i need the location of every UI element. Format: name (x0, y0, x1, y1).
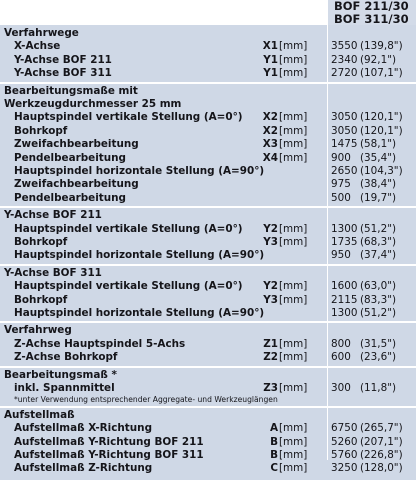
row-unit: [mm] (279, 422, 308, 435)
row-imperial: (38,4") (360, 178, 397, 191)
row-label: Z-Achse Hauptspindel 5-Achs (14, 337, 186, 350)
row-axis: Y2 (263, 280, 278, 293)
spec-row (0, 351, 416, 364)
section-title: Verfahrweg (4, 324, 72, 337)
row-axis: Z2 (263, 351, 278, 364)
row-label: Hauptspindel vertikale Stellung (A=0°) (14, 280, 243, 293)
row-axis: Y2 (263, 222, 278, 235)
spec-row (0, 178, 416, 191)
footnote-row (0, 393, 416, 406)
row-value: 3250 (331, 462, 358, 475)
spec-row (0, 165, 416, 178)
row-unit: [mm] (279, 351, 308, 364)
row-unit: [mm] (279, 293, 308, 306)
section-title: Y-Achse BOF 311 (4, 266, 102, 279)
section-title-row (0, 409, 416, 422)
row-unit: [mm] (279, 462, 308, 475)
row-label: Aufstellmaß Z-Richtung (14, 462, 153, 475)
section-title-row (0, 27, 416, 40)
section-separator (0, 82, 416, 84)
row-value: 975 (331, 178, 351, 191)
row-unit: [mm] (279, 40, 308, 53)
row-label: Zweifachbearbeitung (14, 178, 139, 191)
row-label: Hauptspindel horizontale Stellung (A=90°) (14, 249, 265, 262)
row-unit: [mm] (279, 124, 308, 137)
row-imperial: (107,1") (360, 67, 403, 80)
row-axis: X2 (262, 111, 278, 124)
row-imperial: (51,2") (360, 222, 397, 235)
row-label: inkl. Spannmittel (14, 382, 115, 394)
row-value: 3550 (331, 40, 358, 53)
row-value: 1735 (331, 236, 358, 248)
footnote: *unter Verwendung entsprechender Aggregate- und Werkzeuglängen (14, 395, 278, 405)
section-separator (0, 406, 416, 408)
row-value: 600 (331, 351, 351, 364)
row-value: 500 (331, 191, 351, 204)
row-value: 3050 (331, 124, 358, 137)
row-label: Aufstellmaß X-Richtung (14, 422, 153, 435)
row-imperial: (139,8") (360, 40, 403, 53)
spec-row (0, 223, 416, 236)
row-imperial: (58,1") (360, 138, 397, 151)
row-value: 300 (331, 382, 351, 394)
row-imperial: (120,1") (360, 111, 403, 124)
row-imperial: (31,5") (360, 337, 397, 350)
section-title-row (0, 98, 416, 111)
spec-row (0, 449, 416, 462)
row-value: 3050 (331, 111, 358, 124)
row-label: Bohrkopf (14, 124, 68, 137)
spec-row (0, 236, 416, 249)
section-title-row (0, 85, 416, 98)
row-unit: [mm] (279, 222, 308, 235)
row-axis: C (270, 462, 278, 475)
row-axis: X4 (262, 151, 278, 164)
section-title: Verfahrwege (4, 27, 79, 39)
row-imperial: (23,6") (360, 351, 397, 364)
spec-row (0, 152, 416, 165)
row-value: 1475 (331, 138, 358, 151)
row-unit: [mm] (279, 111, 308, 124)
row-axis: A (269, 422, 278, 435)
row-unit: [mm] (279, 382, 308, 394)
section-title: Werkzeugdurchmesser 25 mm (4, 98, 182, 110)
row-imperial: (92,1") (360, 53, 397, 66)
section-separator (0, 321, 416, 323)
spec-row (0, 138, 416, 151)
row-imperial: (63,0") (360, 280, 397, 293)
row-label: Pendelbearbeitung (14, 191, 126, 204)
row-label: Aufstellmaß Y-Richtung BOF 311 (14, 449, 204, 461)
row-label: Z-Achse Bohrkopf (14, 351, 118, 364)
model-column-header (328, 0, 416, 25)
section-separator (0, 264, 416, 266)
row-axis: X2 (262, 124, 278, 137)
row-unit: [mm] (279, 138, 308, 151)
row-unit: [mm] (279, 151, 308, 164)
row-value: 800 (331, 337, 351, 350)
row-label: Aufstellmaß Y-Richtung BOF 211 (14, 435, 204, 448)
row-label: Hauptspindel vertikale Stellung (A=0°) (14, 222, 243, 235)
row-imperial: (83,3") (360, 293, 397, 306)
table-header (0, 0, 416, 25)
row-imperial: (120,1") (360, 124, 403, 137)
row-imperial: (104,3") (360, 165, 403, 177)
row-value: 2650 (331, 165, 358, 177)
spec-row (0, 192, 416, 205)
row-value: 900 (331, 151, 351, 164)
row-label: X-Achse (14, 40, 61, 53)
section-title: Bearbeitungsmaße mit (4, 84, 138, 97)
spec-row (0, 249, 416, 262)
row-value: 1300 (331, 222, 358, 235)
spec-row (0, 67, 416, 80)
spec-row (0, 125, 416, 138)
row-imperial: (68,3") (360, 236, 397, 248)
row-label: Bohrkopf (14, 236, 68, 248)
row-imperial: (37,4") (360, 249, 397, 262)
spec-row (0, 307, 416, 320)
row-imperial: (11,8") (360, 382, 397, 394)
section-title-row (0, 209, 416, 222)
row-unit: [mm] (279, 280, 308, 293)
spec-row (0, 294, 416, 307)
row-unit: [mm] (279, 53, 308, 66)
row-unit: [mm] (279, 67, 308, 80)
spec-row (0, 436, 416, 449)
spec-row (0, 280, 416, 293)
section-title: Y-Achse BOF 211 (4, 209, 102, 222)
row-label: Pendelbearbeitung (14, 151, 126, 164)
row-unit: [mm] (279, 449, 308, 461)
row-label: Bohrkopf (14, 293, 68, 306)
row-value: 2115 (331, 293, 358, 306)
row-axis: B (270, 435, 278, 448)
section-title-row (0, 267, 416, 280)
spec-row (0, 422, 416, 435)
row-axis: X1 (262, 40, 278, 53)
row-value: 1300 (331, 307, 358, 319)
row-unit: [mm] (279, 435, 308, 448)
row-value: 1600 (331, 280, 358, 293)
spec-row (0, 338, 416, 351)
row-axis: Z3 (263, 382, 278, 394)
section-title-row (0, 369, 416, 382)
section-title-row (0, 324, 416, 337)
spec-row (0, 111, 416, 124)
spec-row (0, 40, 416, 53)
row-value: 2720 (331, 67, 358, 80)
row-axis: X3 (262, 138, 278, 151)
row-axis: Z1 (263, 337, 278, 350)
row-axis: B (270, 449, 278, 461)
row-label: Hauptspindel horizontale Stellung (A=90°) (14, 165, 265, 177)
row-label: Hauptspindel horizontale Stellung (A=90°) (14, 307, 265, 319)
row-label: Hauptspindel vertikale Stellung (A=0°) (14, 111, 243, 124)
row-value: 6750 (331, 422, 358, 435)
row-axis: Y1 (263, 67, 278, 80)
row-imperial: (265,7") (360, 422, 403, 435)
row-unit: [mm] (279, 236, 308, 248)
row-value: 2340 (331, 53, 358, 66)
section-title: Bearbeitungsmaß * (4, 368, 117, 381)
row-imperial: (226,8") (360, 449, 403, 461)
row-label: Y-Achse BOF 211 (14, 53, 112, 66)
row-imperial: (207,1") (360, 435, 403, 448)
section-title: Aufstellmaß (4, 408, 75, 421)
row-label: Zweifachbearbeitung (14, 138, 139, 151)
row-value: 5260 (331, 435, 358, 448)
spec-row (0, 462, 416, 475)
row-axis: Y3 (263, 293, 278, 306)
row-label: Y-Achse BOF 311 (14, 67, 112, 80)
row-imperial: (51,2") (360, 307, 397, 319)
row-value: 5760 (331, 449, 358, 461)
model-name-2: BOF 311/30 (334, 11, 409, 26)
section-separator (0, 206, 416, 208)
row-unit: [mm] (279, 337, 308, 350)
row-value: 950 (331, 249, 351, 262)
row-imperial: (19,7") (360, 191, 397, 204)
row-imperial: (128,0") (360, 462, 403, 475)
spec-row (0, 54, 416, 67)
section-separator (0, 366, 416, 368)
row-imperial: (35,4") (360, 151, 397, 164)
row-axis: Y3 (263, 236, 278, 248)
row-axis: Y1 (263, 53, 278, 66)
model-name-1: BOF 211/30 (334, 0, 409, 13)
